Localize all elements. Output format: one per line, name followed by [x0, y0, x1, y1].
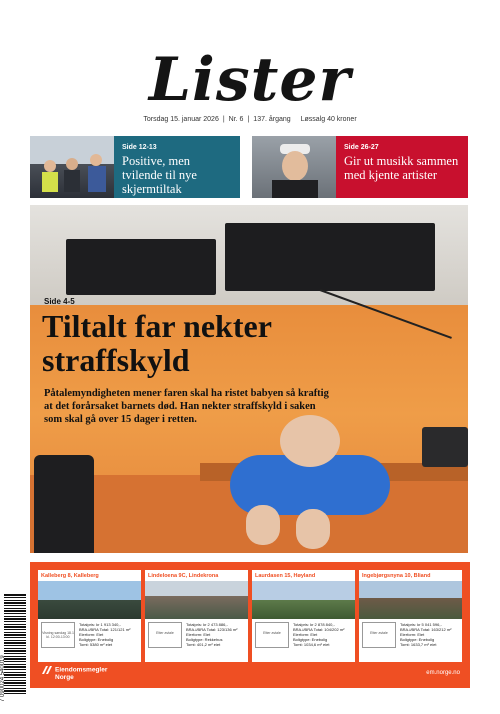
- viewing-stamp: Visning søndag 18.1 kl. 12:00-13:00: [41, 622, 75, 648]
- teaser-screen-measures[interactable]: [30, 136, 240, 198]
- main-story[interactable]: [30, 205, 468, 553]
- story-headline: Tiltalt far nekter straffskyld: [42, 308, 272, 378]
- fact-area: BRA-i/BRA Total: 104/202 m²: [293, 627, 345, 632]
- fact-plot: Tomt: 5380 m² eiet: [79, 642, 113, 647]
- fact-plot: Tomt: 1633,7 m² eiet: [400, 642, 437, 647]
- listing-photo: [359, 581, 462, 619]
- fact-price: Totalpris: kr 1 913 340,-: [79, 622, 121, 627]
- fact-ownership: Eierform: Eiet: [79, 632, 104, 637]
- doll-leg: [296, 509, 330, 549]
- listing-card[interactable]: [145, 570, 248, 662]
- fact-price: Totalpris: kr 2 878 840,-: [293, 622, 335, 627]
- listing-address: Kalleberg 8, Kalleberg: [41, 573, 99, 579]
- brand-name-line1: Eiendomsmegler: [55, 666, 108, 674]
- issue-number: Nr. 6: [228, 116, 244, 123]
- fact-ownership: Eierform: Eiet: [400, 632, 425, 637]
- chair: [34, 455, 94, 553]
- listing-facts: [79, 622, 131, 648]
- teaser-pages: Side 12-13: [122, 144, 157, 151]
- courtroom-monitor: [225, 223, 435, 291]
- fact-price: Totalpris: kr 5 041 596,-: [400, 622, 442, 627]
- viewing-stamp: Etter avtale: [362, 622, 396, 648]
- teaser-headline: Positive, men tvilende til nye skjermtiltak: [122, 154, 197, 196]
- fact-area: BRA-i/BRA Total: 123/136 m²: [186, 627, 238, 632]
- dateline: Torsdag 15. januar 2026 | Nr. 6 | 137. årgang Løssalg 40 kroner: [143, 116, 357, 123]
- newspaper-logo: Lister: [148, 45, 352, 115]
- teaser-pages: Side 26-27: [344, 144, 379, 151]
- fact-type: Boligtype: Enebolig: [79, 637, 114, 642]
- barcode: [4, 594, 26, 694]
- brand-logo-icon: [42, 666, 52, 674]
- fact-type: Boligtype: Enebolig: [400, 637, 435, 642]
- volume: 137. årgang: [253, 116, 291, 123]
- recording-device: [422, 427, 468, 467]
- listing-facts: [400, 622, 452, 648]
- viewing-stamp: Etter avtale: [255, 622, 289, 648]
- teaser-text: [336, 136, 468, 198]
- doll-leg: [246, 505, 280, 545]
- teaser-photo: [252, 136, 336, 198]
- listing-photo: [145, 581, 248, 619]
- listing-card[interactable]: [38, 570, 141, 662]
- fact-area: BRA-i/BRA Total: 163/212 m²: [400, 627, 452, 632]
- teaser-music[interactable]: [252, 136, 468, 198]
- fact-type: Boligtype: Rekkehus: [186, 637, 223, 642]
- fact-price: Totalpris: kr 2 473 886,-: [186, 622, 228, 627]
- real-estate-ad[interactable]: [30, 562, 470, 688]
- listing-card[interactable]: [252, 570, 355, 662]
- story-lede: Påtalemyndigheten mener faren skal ha ristet babyen så kraftig at det forårsaket barnets død. Han nekter straffskyld i saken som skal gå over 15 dager i retten.: [44, 388, 329, 425]
- teaser-photo: [30, 136, 114, 198]
- listing-photo: [252, 581, 355, 619]
- barcode-number: 7 090024 540019: [0, 655, 6, 702]
- fact-plot: Tomt: 1034,6 m² eiet: [293, 642, 330, 647]
- fact-type: Boligtype: Enebolig: [293, 637, 328, 642]
- ad-url[interactable]: em.norge.no: [426, 670, 460, 676]
- price: Løssalg 40 kroner: [300, 116, 357, 123]
- issue-date: Torsdag 15. januar 2026: [143, 116, 219, 123]
- listing-address: Lindeloena 9C, Lindekrona: [148, 573, 219, 579]
- listing-facts: [293, 622, 345, 648]
- teaser-headline: Gir ut musikk sammen med kjente artister: [344, 154, 459, 182]
- ad-brand[interactable]: [42, 666, 107, 681]
- listing-photo: [38, 581, 141, 619]
- story-pages: Side 4-5: [44, 297, 75, 306]
- listing-card[interactable]: [359, 570, 462, 662]
- viewing-stamp: Etter avtale: [148, 622, 182, 648]
- courtroom-monitor: [66, 239, 216, 295]
- masthead: [0, 40, 500, 120]
- brand-name-line2: Norge: [55, 674, 74, 681]
- listing-address: Laurdasen 15, Høyland: [255, 573, 316, 579]
- listing-address: Ingebjørgsnyna 10, Bliand: [362, 573, 431, 579]
- fact-area: BRA-i/BRA Total: 121/121 m²: [79, 627, 131, 632]
- listing-facts: [186, 622, 238, 648]
- teaser-text: [114, 136, 240, 198]
- fact-plot: Tomt: 401,2 m² eiet: [186, 642, 221, 647]
- fact-ownership: Eierform: Eiet: [293, 632, 318, 637]
- fact-ownership: Eierform: Eiet: [186, 632, 211, 637]
